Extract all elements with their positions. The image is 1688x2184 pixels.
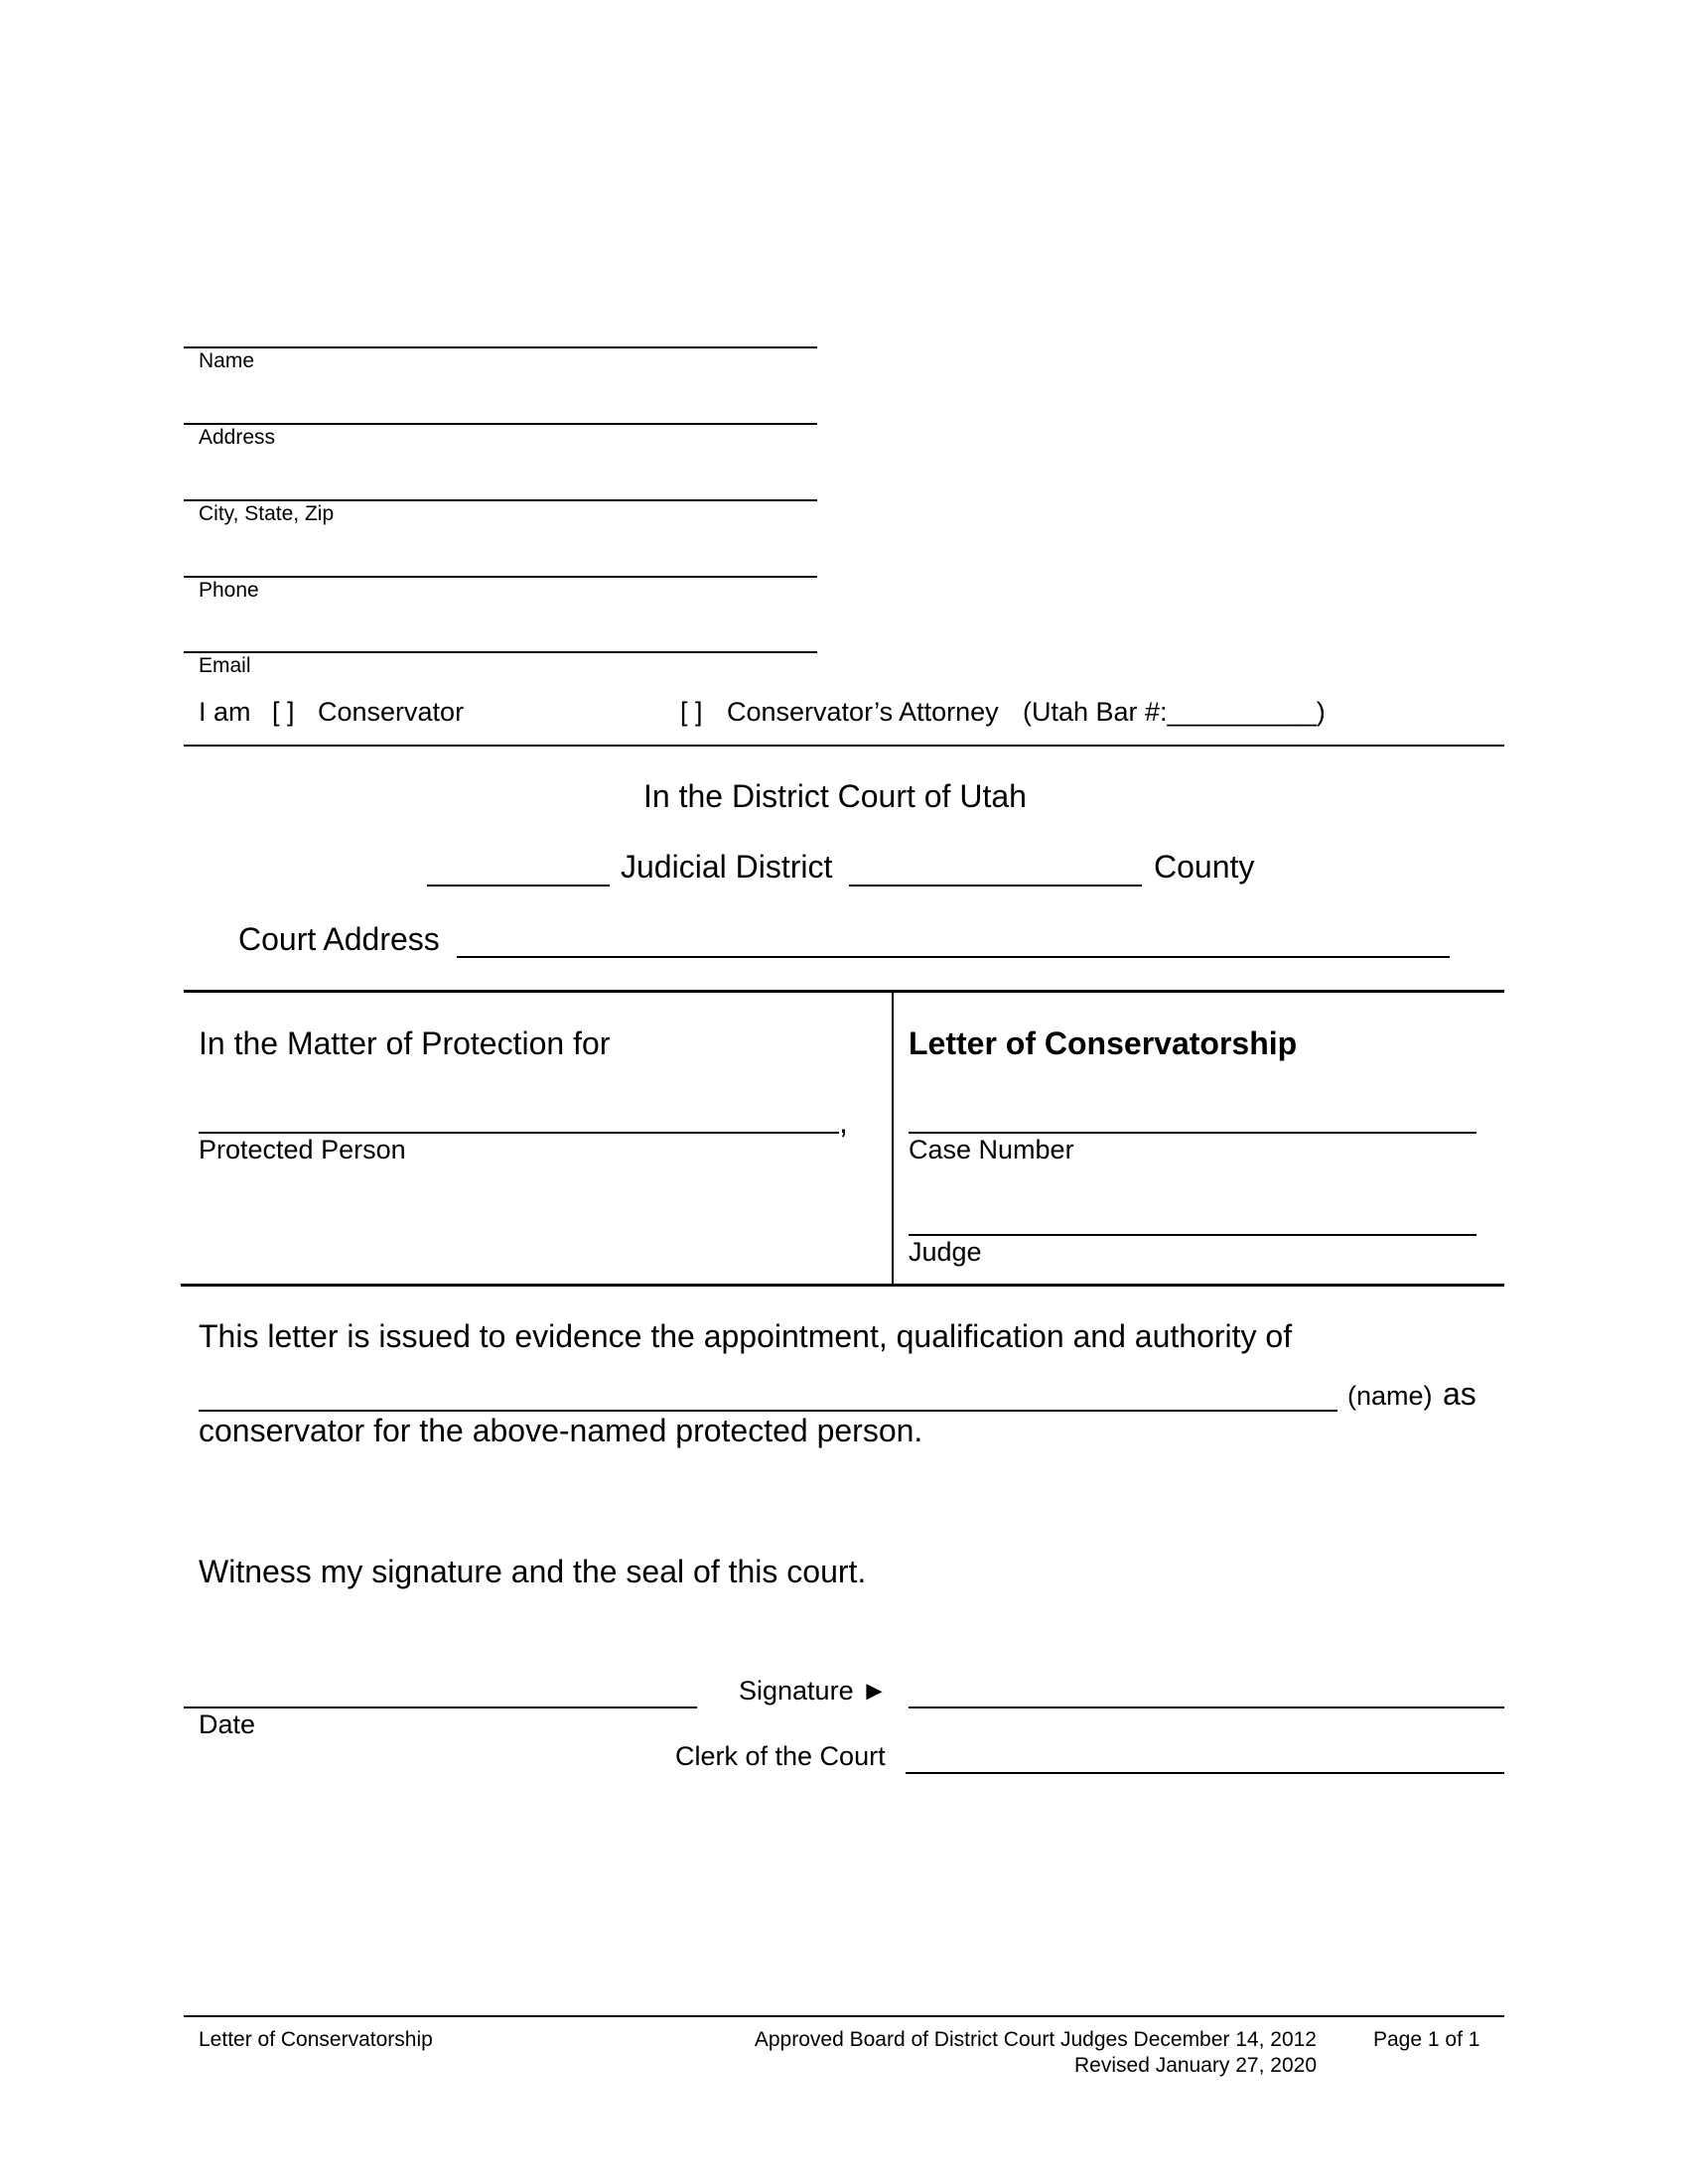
footer-approved: Approved Board of District Court Judges December 14, 2012 xyxy=(754,2028,1317,2051)
email-line[interactable] xyxy=(184,651,817,653)
court-address-label: Court Address xyxy=(238,921,440,957)
judicial-district-blank[interactable] xyxy=(427,885,610,887)
conservator-name-blank[interactable] xyxy=(199,1410,1337,1412)
clerk-blank[interactable] xyxy=(906,1772,1504,1774)
conservator-label: Conservator xyxy=(318,697,465,727)
caption-comma: , xyxy=(839,1104,848,1140)
signature-blank[interactable] xyxy=(909,1706,1504,1708)
judicial-district-label: Judicial District xyxy=(621,849,833,885)
city-state-zip-label: City, State, Zip xyxy=(199,502,335,525)
body-line-1: This letter is issued to evidence the appointment, qualification and authority of xyxy=(199,1318,1293,1354)
conservator-checkbox[interactable]: [ ] xyxy=(272,697,295,727)
witness-statement: Witness my signature and the seal of this court. xyxy=(199,1554,867,1589)
address-label: Address xyxy=(199,426,276,449)
footer-divider xyxy=(184,2015,1504,2017)
date-label: Date xyxy=(199,1709,256,1739)
caption-bottom-border xyxy=(181,1284,1504,1287)
date-blank[interactable] xyxy=(184,1706,697,1708)
footer-page-number: Page 1 of 1 xyxy=(1373,2028,1480,2051)
signature-label: Signature ► xyxy=(739,1676,888,1706)
county-blank[interactable] xyxy=(849,885,1142,887)
judge-blank[interactable] xyxy=(909,1234,1477,1236)
city-state-zip-line[interactable] xyxy=(184,499,817,501)
footer-title: Letter of Conservatorship xyxy=(199,2028,433,2051)
phone-line[interactable] xyxy=(184,576,817,578)
name-label: Name xyxy=(199,349,255,372)
protected-person-label: Protected Person xyxy=(199,1135,406,1164)
attorney-label: Conservator’s Attorney xyxy=(727,697,999,727)
document-title: Letter of Conservatorship xyxy=(909,1025,1298,1061)
court-title: In the District Court of Utah xyxy=(643,778,1027,814)
i-am-label: I am xyxy=(199,697,251,727)
attorney-checkbox[interactable]: [ ] xyxy=(680,697,703,727)
utah-bar-number[interactable]: (Utah Bar #:__________) xyxy=(1023,697,1326,727)
address-line[interactable] xyxy=(184,423,817,425)
matter-label: In the Matter of Protection for xyxy=(199,1025,611,1061)
email-label: Email xyxy=(199,654,251,677)
phone-label: Phone xyxy=(199,579,259,602)
judge-label: Judge xyxy=(909,1237,982,1267)
as-word: as xyxy=(1443,1376,1477,1412)
header-divider xyxy=(184,745,1504,747)
body-line-3: conservator for the above-named protected person. xyxy=(199,1413,923,1448)
clerk-label: Clerk of the Court xyxy=(675,1741,886,1771)
footer-revised: Revised January 27, 2020 xyxy=(1074,2054,1317,2077)
case-number-blank[interactable] xyxy=(909,1132,1477,1134)
protected-person-blank[interactable] xyxy=(199,1132,839,1134)
caption-top-border xyxy=(184,990,1504,993)
county-label: County xyxy=(1154,849,1255,885)
name-hint: (name) xyxy=(1347,1381,1433,1411)
caption-divider xyxy=(892,992,894,1284)
case-number-label: Case Number xyxy=(909,1135,1074,1164)
court-address-blank[interactable] xyxy=(457,956,1450,958)
name-line[interactable] xyxy=(184,346,817,348)
